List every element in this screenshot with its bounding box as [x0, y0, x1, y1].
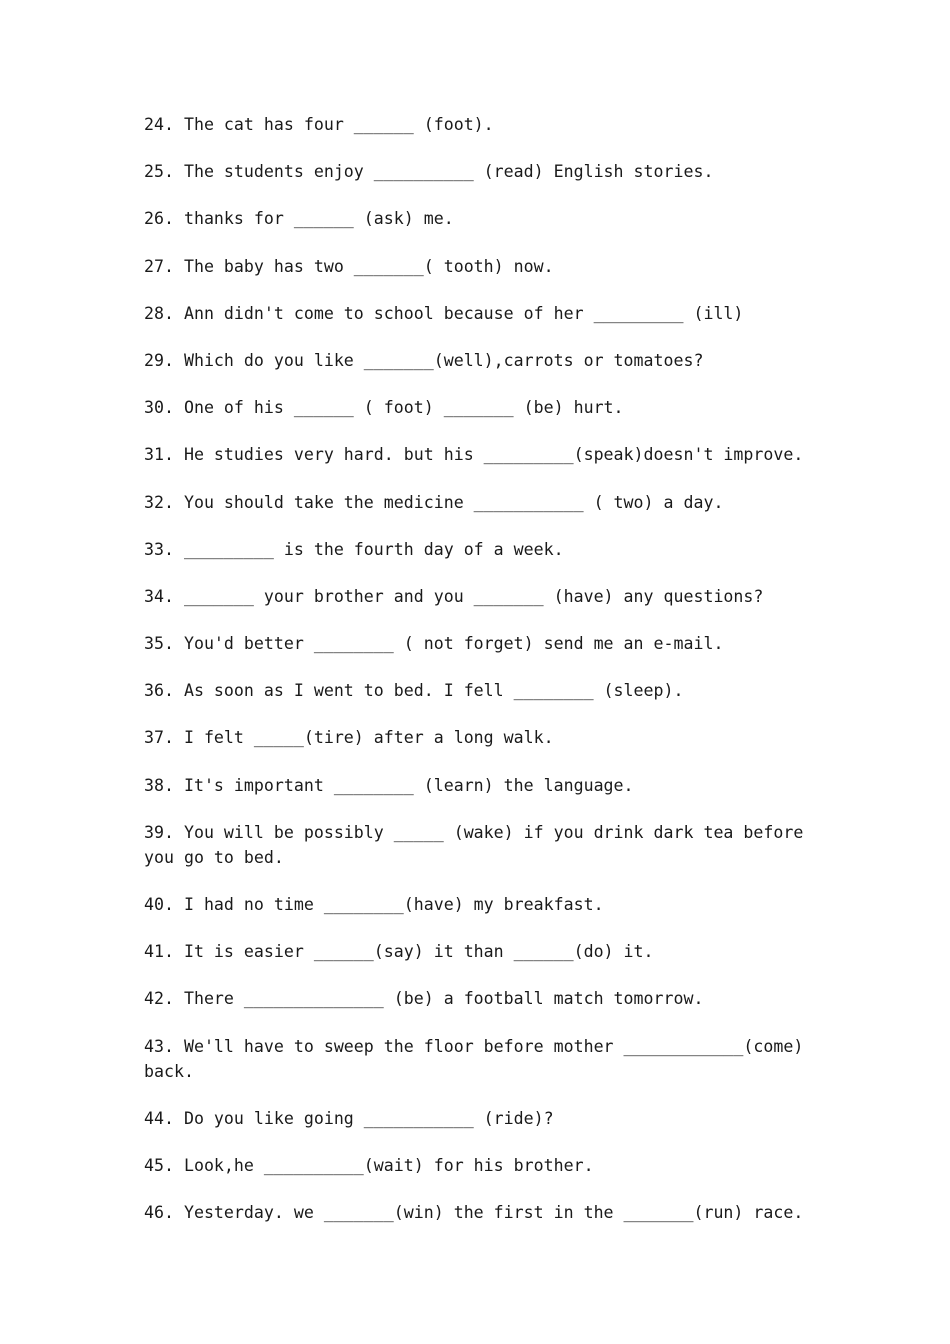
question-26: 26. thanks for ______ (ask) me. — [144, 209, 454, 229]
question-25: 25. The students enjoy __________ (read) English stories. — [144, 162, 714, 182]
question-35: 35. You'd better ________ ( not forget) send me an e-mail. — [144, 634, 724, 654]
question-43: 43. We'll have to sweep the floor before mother ____________(come) back. — [144, 1036, 814, 1081]
question-27: 27. The baby has two _______( tooth) now. — [144, 256, 554, 276]
question-45: 45. Look,he __________(wait) for his brother. — [144, 1155, 594, 1175]
question-34: 34. _______ your brother and you _______ (have) any questions? — [144, 586, 764, 606]
question-42: 42. There ______________ (be) a football match tomorrow. — [144, 989, 704, 1009]
question-41: 41. It is easier ______(say) it than ______(do) it. — [144, 942, 654, 962]
question-30: 30. One of his ______ ( foot) _______ (be) hurt. — [144, 398, 624, 418]
question-38: 38. It's important ________ (learn) the language. — [144, 775, 634, 795]
question-37: 37. I felt _____(tire) after a long walk. — [144, 728, 554, 748]
question-44: 44. Do you like going ___________ (ride)? — [144, 1108, 554, 1128]
question-46: 46. Yesterday. we _______(win) the first in the _______(run) race. — [144, 1203, 804, 1223]
question-39: 39. You will be possibly _____ (wake) if you drink dark tea before you go to bed. — [144, 822, 814, 867]
question-28: 28. Ann didn't come to school because of her _________ (ill) — [144, 303, 744, 323]
question-29: 29. Which do you like _______(well),carrots or tomatoes? — [144, 350, 704, 370]
question-40: 40. I had no time ________(have) my breakfast. — [144, 895, 604, 914]
question-31: 31. He studies very hard. but his _________(speak)doesn't improve. — [144, 445, 804, 465]
question-list — [144, 112, 814, 1247]
question-33: 33. _________ is the fourth day of a week. — [144, 539, 564, 559]
question-24: 24. The cat has four ______ (foot). — [144, 115, 494, 134]
question-36: 36. As soon as I went to bed. I fell ________ (sleep). — [144, 681, 684, 701]
question-32: 32. You should take the medicine ___________ ( two) a day. — [144, 492, 724, 512]
